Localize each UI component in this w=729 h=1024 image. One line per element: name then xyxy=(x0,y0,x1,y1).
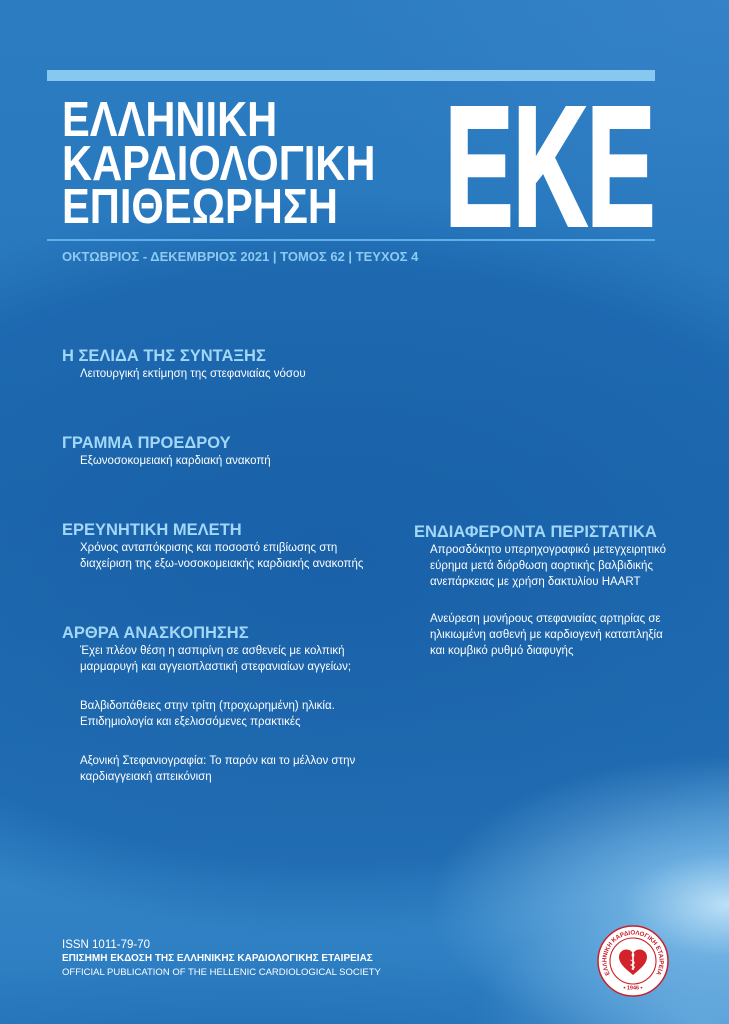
section-heading: ΑΡΘΡΑ ΑΝΑΣΚΟΠΗΣΗΣ xyxy=(62,624,249,642)
article-title-line: Ανεύρεση μονήρους στεφανιαίας αρτηρίας σε xyxy=(430,613,661,625)
article-title-line: ηλικιωμένη ασθενή με καρδιογενή καταπληξία xyxy=(430,629,663,641)
article-title-line: μαρμαρυγή και αγγειοπλαστική στεφανιαίων αγγείων; xyxy=(80,661,352,673)
issue-info: ΟΚΤΩΒΡΙΟΣ - ΔΕΚΕΜΒΡΙΟΣ 2021 | ΤΟΜΟΣ 62 | ΤΕΥΧΟΣ 4 xyxy=(62,249,419,264)
publisher-english: OFFICIAL PUBLICATION OF THE HELLENIC CARDIOLOGICAL SOCIETY xyxy=(62,967,381,978)
section-president-letter xyxy=(62,433,271,469)
article-title-line: Εξωνοσοκομειακή καρδιακή ανακοπή xyxy=(80,455,271,467)
journal-title-line: ΚΑΡΔΙΟΛΟΓΙΚΗ xyxy=(62,136,376,191)
journal-title-line: ΕΛΛΗΝΙΚΗ xyxy=(62,93,278,147)
top-accent-bar xyxy=(47,70,655,81)
section-heading: ΕΝΔΙΑΦΕΡΟΝΤΑ ΠΕΡΙΣΤΑΤΙΚΑ xyxy=(414,523,657,541)
section-case-reports xyxy=(414,522,666,659)
section-heading: ΕΡΕΥΝΗΤΙΚΗ ΜΕΛΕΤΗ xyxy=(62,521,242,539)
article-title xyxy=(62,698,355,730)
seal-ring-text: ΕΛΛΗΝΙΚΗ ΚΑΡΔΙΟΛΟΓΙΚΗ ΕΤΑΙΡΕΙΑ xyxy=(601,929,665,977)
article-title xyxy=(414,542,666,590)
cover-footer xyxy=(62,938,381,980)
section-reviews xyxy=(62,623,355,785)
article-title-line: καρδιαγγειακή απεικόνιση xyxy=(80,771,212,783)
article-title-line: Βαλβιδοπάθειες στην τρίτη (προχωρημένη) ηλικία. xyxy=(80,700,335,712)
society-seal-logo xyxy=(596,924,670,998)
section-heading: Η ΣΕΛΙΔΑ ΤΗΣ ΣΥΝΤΑΞΗΣ xyxy=(62,347,266,365)
journal-title xyxy=(62,93,431,234)
article-title xyxy=(414,611,666,659)
article-title xyxy=(62,366,306,382)
article-title-line: και κομβικό ρυθμό διαφυγής xyxy=(430,645,574,657)
journal-logo-text: ΕΚΕ xyxy=(445,92,655,232)
article-title-line: Απροσδόκητο υπερηχογραφικό μετεγχειρητικό xyxy=(430,544,667,556)
section-heading: ΓΡΑΜΜΑ ΠΡΟΕΔΡΟΥ xyxy=(62,434,231,452)
article-title xyxy=(62,753,355,785)
issn-number: ISSN 1011-79-70 xyxy=(62,939,151,951)
seal-year: 1946 xyxy=(626,985,640,992)
section-editorial xyxy=(62,346,306,382)
journal-title-line: ΕΠΙΘΕΩΡΗΣΗ xyxy=(62,180,338,234)
journal-logo xyxy=(440,92,662,232)
article-title-line: διαχείριση της εξω-νοσοκομειακής καρδιακής ανακοπής xyxy=(80,558,364,570)
article-title-line: Χρόνος ανταπόκρισης και ποσοστό επιβίωσης στη xyxy=(80,542,338,554)
article-title-line: Έχει πλέον θέση η ασπιρίνη σε ασθενείς με κολπική xyxy=(80,645,345,657)
publisher-greek: ΕΠΙΣΗΜΗ ΕΚΔΟΣΗ ΤΗΣ ΕΛΛΗΝΙΚΗΣ ΚΑΡΔΙΟΛΟΓΙΚΗΣ ΕΤΑΙΡΕΙΑΣ xyxy=(62,953,373,964)
article-title xyxy=(62,453,271,469)
article-title-line: Λειτουργική εκτίμηση της στεφανιαίας νόσου xyxy=(80,368,306,380)
article-title xyxy=(62,540,363,572)
article-title-line: Αξονική Στεφανιογραφία: Το παρόν και το μέλλον στην xyxy=(80,755,356,767)
section-research xyxy=(62,520,363,572)
article-title-line: ανεπάρκειας με χρήση δακτυλίου HAART xyxy=(430,576,641,588)
article-title xyxy=(62,643,355,675)
article-title-line: Επιδημιολογία και εξελισσόμενες πρακτικές xyxy=(80,716,301,728)
article-title-line: εύρημα μετά διόρθωση αορτικής βαλβιδικής xyxy=(430,560,653,572)
title-divider xyxy=(47,239,655,241)
